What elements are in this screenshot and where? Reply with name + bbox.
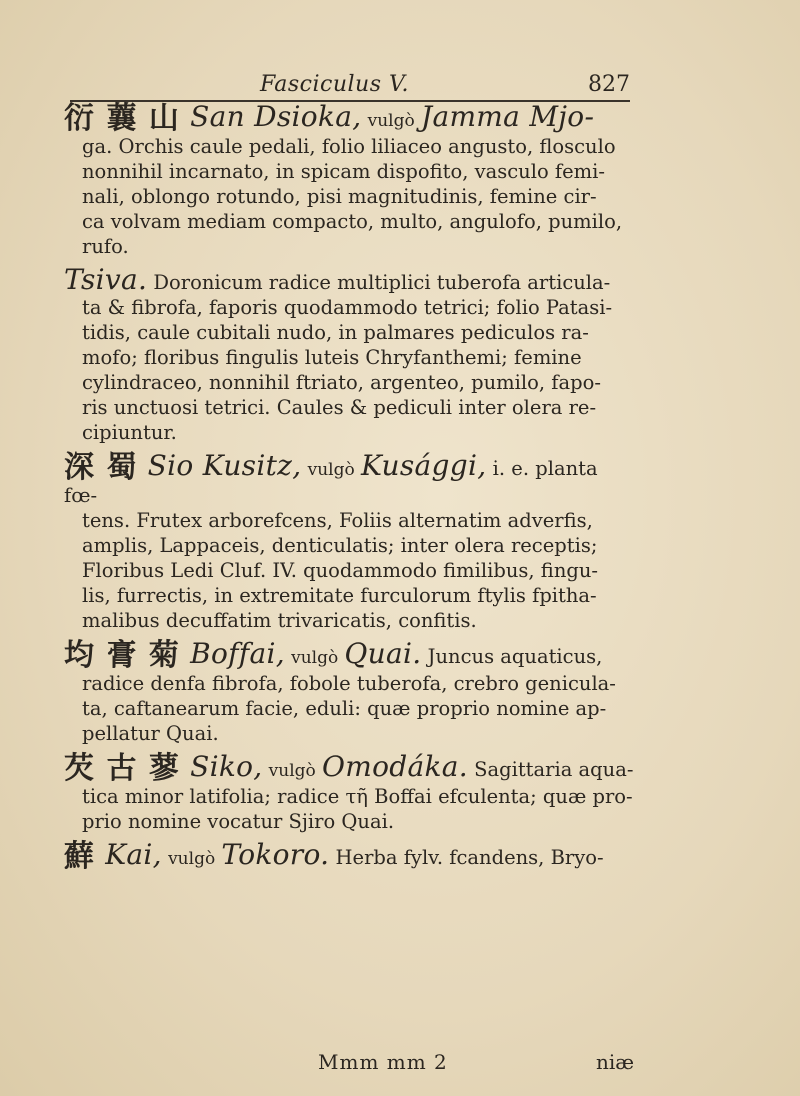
entry-line: ca volvam mediam compacto, multo, angulofo, pumilo, xyxy=(82,210,623,233)
running-title: Fasciculus V. xyxy=(260,72,410,97)
entry-line: tica minor latifolia; radice τῆ Boffai efculenta; quæ pro- xyxy=(82,785,633,808)
vulgo-label: vulgò xyxy=(307,460,355,480)
entry-headword: Siko, xyxy=(190,750,263,783)
entry-kai xyxy=(64,838,636,874)
entry-headword: Kai, xyxy=(105,838,162,871)
vulgo-label: vulgò xyxy=(268,761,316,781)
catchword: niæ xyxy=(596,1050,635,1074)
entry-line: cylindraceo, nonnihil ftriato, argenteo, pumilo, fapo- xyxy=(82,371,601,394)
entry-line: i. e. planta fœ- xyxy=(64,457,598,507)
vernacular-name: Kusággi, xyxy=(360,449,487,482)
chinese-characters: 均 膏 菊 xyxy=(64,638,180,673)
entry-line: ga. Orchis caule pedali, folio liliaceo angusto, flosculo xyxy=(82,135,616,158)
entry-sio-kusitz xyxy=(64,449,636,633)
entry-line: tens. Frutex arborefcens, Foliis alternatim adverfis, xyxy=(82,509,593,532)
vulgo-label: vulgò xyxy=(367,111,415,131)
entry-line: pellatur Quai. xyxy=(82,722,219,745)
chinese-characters: 深 蜀 xyxy=(64,450,138,485)
entry-line: Floribus Ledi Cluf. IV. quodammodo fimilibus, fingu- xyxy=(82,559,599,582)
entry-headword: Boffai, xyxy=(190,637,285,670)
entry-line: nali, oblongo rotundo, pisi magnitudinis, femine cir- xyxy=(82,185,597,208)
entry-line: rufo. xyxy=(82,235,129,258)
entry-line: amplis, Lappaceis, denticulatis; inter olera receptis; xyxy=(82,534,598,557)
entry-line: Sagittaria aqua- xyxy=(474,758,634,781)
entry-san-dsioka xyxy=(64,100,636,259)
entry-siko xyxy=(64,750,636,834)
entry-headword: San Dsioka, xyxy=(190,100,362,133)
vernacular-name: Quai. xyxy=(344,637,422,670)
entry-line: nonnihil incarnato, in spicam dispofito, vasculo femi- xyxy=(82,160,605,183)
entry-line: ris unctuosi tetrici. Caules & pediculi inter olera re- xyxy=(82,396,597,419)
vernacular-name: Tokoro. xyxy=(221,838,330,871)
vernacular-name: Jamma Mjo- xyxy=(420,100,595,133)
entry-line: ta, caftanearum facie, eduli: quæ proprio nomine ap- xyxy=(82,697,607,720)
entry-headword: Tsiva. xyxy=(64,263,148,296)
entry-line: tidis, caule cubitali nudo, in palmares pediculos ra- xyxy=(82,321,589,344)
entry-line: lis, furrectis, in extremitate furculorum ftylis fpitha- xyxy=(82,584,597,607)
entry-line: malibus decuffatim trivaricatis, confitis. xyxy=(82,609,477,632)
page-number: 827 xyxy=(588,72,630,97)
chinese-characters: 蘚 xyxy=(64,839,95,874)
entry-headword: Sio Kusitz, xyxy=(147,449,302,482)
entry-line: cipiuntur. xyxy=(82,421,177,444)
page-header xyxy=(70,70,630,102)
entry-line: ta & fibrofa, faporis quodammodo tetrici; folio Patasi- xyxy=(82,296,613,319)
entry-line: mofo; floribus fingulis luteis Chryfanthemi; femine xyxy=(82,346,582,369)
entry-line: Herba fylv. fcandens, Bryo- xyxy=(335,846,604,869)
signature-mark: Mmm mm 2 xyxy=(318,1050,448,1074)
chinese-characters: 芡 古 蓼 xyxy=(64,751,180,786)
vernacular-name: Omodáka. xyxy=(321,750,468,783)
entry-line: Doronicum radice multiplici tuberofa articula- xyxy=(153,271,611,294)
chinese-characters: 衍 蘘 山 xyxy=(64,101,180,136)
vulgo-label: vulgò xyxy=(291,648,339,668)
entry-line: radice denfa fibrofa, fobole tuberofa, crebro genicula- xyxy=(82,672,616,695)
entry-line: prio nomine vocatur Sjiro Quai. xyxy=(82,810,395,833)
entry-boffai xyxy=(64,637,636,746)
body-text xyxy=(64,100,636,880)
entry-tsiva xyxy=(64,263,636,445)
entry-line: Juncus aquaticus, xyxy=(427,645,603,668)
vulgo-label: vulgò xyxy=(168,849,216,869)
